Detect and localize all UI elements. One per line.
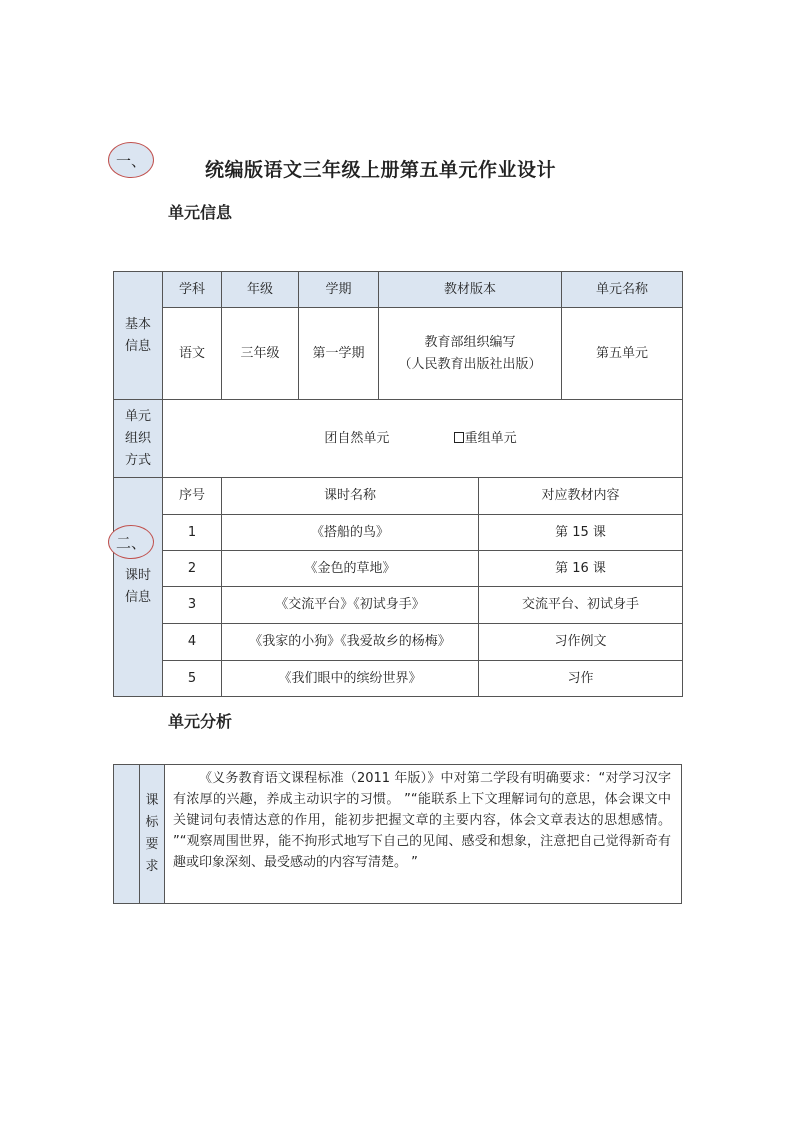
natural-unit-mark: 团 — [324, 430, 338, 446]
section-badge-two — [108, 525, 154, 559]
basic-info-label-text: 基本信息 — [124, 316, 151, 354]
row-no: 2 — [163, 551, 222, 587]
textbook-line2: （人民教育出版社出版） — [398, 356, 542, 372]
lesson-info-label-text: 课时信息 — [124, 568, 151, 605]
table-row — [114, 551, 683, 587]
unit-info-heading: 单元信息 — [168, 203, 233, 222]
row-content: 习作例文 — [479, 624, 683, 661]
row-name: 《我家的小狗》《我爱故乡的杨梅》 — [222, 624, 479, 661]
header-content: 对应教材内容 — [479, 478, 683, 515]
badge-one-label: 一、 — [115, 151, 146, 170]
organization-label-text: 单元组织方式 — [124, 408, 151, 468]
section-badge-one — [108, 142, 154, 178]
value-unit-name: 第五单元 — [562, 308, 683, 400]
basic-info-label — [114, 272, 163, 400]
lesson-info-label — [114, 478, 163, 697]
value-term: 第一学期 — [299, 308, 379, 400]
row-name: 《搭船的鸟》 — [222, 515, 479, 551]
regroup-unit-label: 重组单元 — [464, 430, 517, 446]
row-content: 交流平台、初试身手 — [479, 587, 683, 624]
natural-unit-label: 自然单元 — [337, 430, 390, 446]
header-no: 序号 — [163, 478, 222, 515]
table-row — [114, 624, 683, 661]
row-no: 5 — [163, 661, 222, 697]
header-subject: 学科 — [163, 272, 222, 308]
row-name: 《我们眼中的缤纷世界》 — [222, 661, 479, 697]
row-content: 习作 — [479, 661, 683, 697]
checkbox-icon — [454, 432, 464, 443]
standard-paragraph: 《义务教育语文课程标准（2011 年版）》中对第二学段有明确要求：“对学习汉字有浓厚的兴趣，养成主动识字的习惯。 ”“能联系上下文理解词句的意思，体会课文中关键词句表情达意的作用，能初步把握文章的主要内容，体会文章表达的思想感情。 ”“观察周围世界，能不拘形式地写下自己的见闻、感受和想象，注意把自己觉得新奇有趣或印象深刻、最受感动的内容写清楚。 ” — [173, 771, 671, 870]
standard-label-text: 课标要求 — [145, 793, 159, 874]
row-name: 《金色的草地》 — [222, 551, 479, 587]
badge-two-label: 二、 — [115, 533, 146, 552]
table-row — [114, 661, 683, 697]
table-row — [114, 515, 683, 551]
organization-options — [163, 400, 683, 478]
value-grade: 三年级 — [222, 308, 299, 400]
row-content: 第 15 课 — [479, 515, 683, 551]
header-unit-name: 单元名称 — [562, 272, 683, 308]
organization-label — [114, 400, 163, 478]
header-textbook: 教材版本 — [379, 272, 562, 308]
regroup-unit-option — [454, 431, 517, 446]
row-content: 第 16 课 — [479, 551, 683, 587]
unit-analysis-table — [113, 764, 682, 904]
header-term: 学期 — [299, 272, 379, 308]
row-no: 1 — [163, 515, 222, 551]
header-lesson-name: 课时名称 — [222, 478, 479, 515]
row-name: 《交流平台》《初试身手》 — [222, 587, 479, 624]
natural-unit-option — [324, 431, 393, 446]
row-no: 4 — [163, 624, 222, 661]
lesson-table — [113, 477, 683, 697]
unit-analysis-heading: 单元分析 — [168, 712, 233, 731]
page-title: 统编版语文三年级上册第五单元作业设计 — [205, 159, 557, 181]
value-textbook — [379, 308, 562, 400]
unit-info-table — [113, 271, 683, 478]
standard-text — [165, 765, 682, 904]
analysis-spacer-cell — [114, 765, 140, 904]
value-subject: 语文 — [163, 308, 222, 400]
table-row — [114, 587, 683, 624]
row-no: 3 — [163, 587, 222, 624]
standard-label — [140, 765, 165, 904]
textbook-line1: 教育部组织编写 — [424, 334, 516, 350]
header-grade: 年级 — [222, 272, 299, 308]
